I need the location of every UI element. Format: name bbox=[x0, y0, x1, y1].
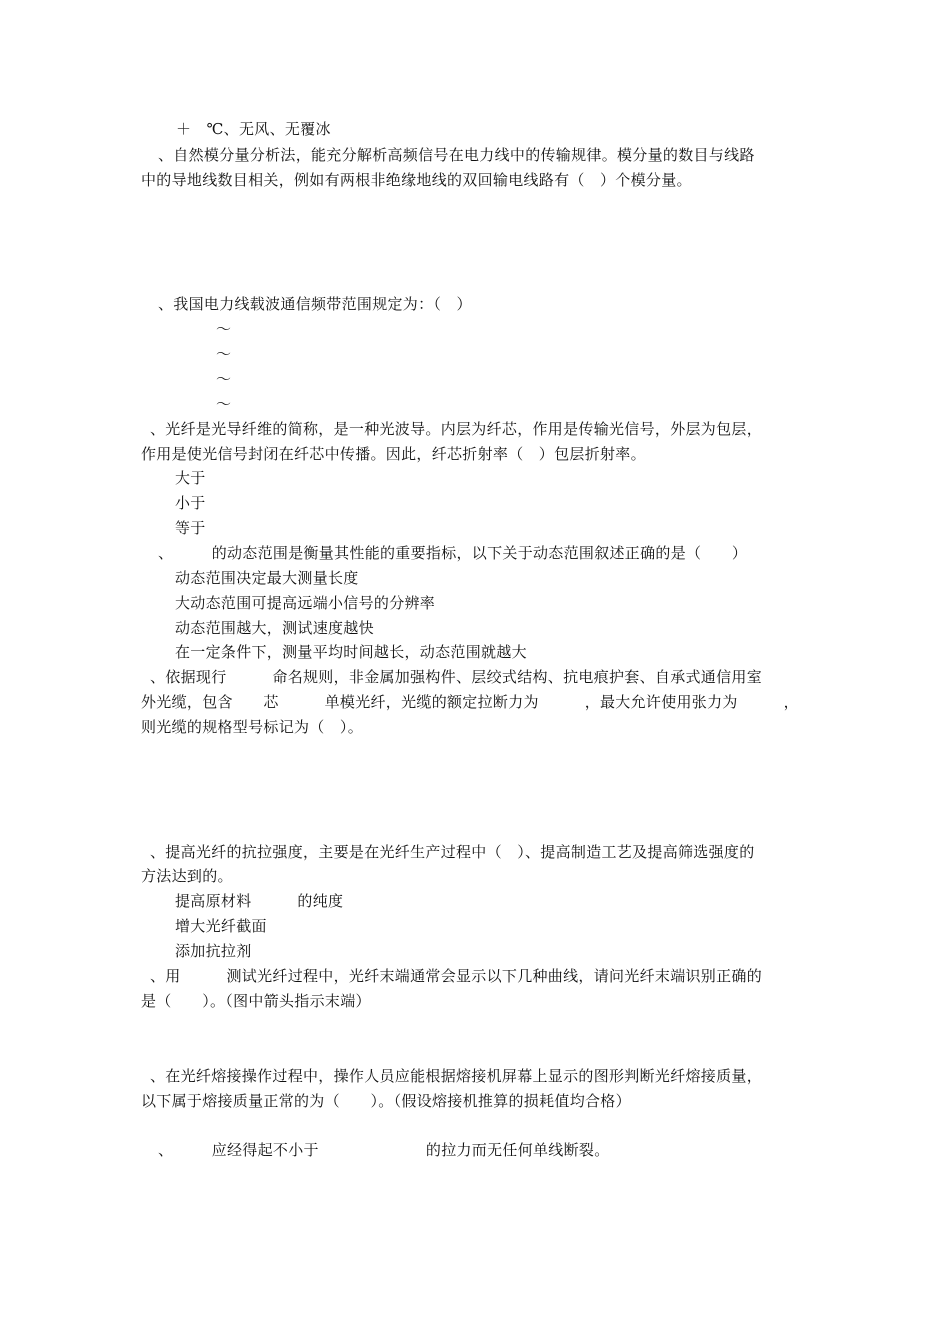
text-line: 、 的动态范围是衡量其性能的重要指标，以下关于动态范围叙述正确的是（ ） bbox=[158, 544, 748, 562]
text-line: ～ bbox=[216, 320, 232, 338]
text-line: 外光缆，包含 芯 单模光纤，光缆的额定拉断力为 ，最大允许使用张力为 ， bbox=[141, 693, 799, 711]
text-line: 增大光纤截面 bbox=[175, 917, 267, 935]
text-line: 、自然模分量分析法，能充分解析高频信号在电力线中的传输规律。模分量的数目与线路 bbox=[158, 146, 755, 164]
text-line: 则光缆的规格型号标记为（ ）。 bbox=[141, 718, 364, 736]
text-line: ＋ ℃、无风、无覆冰 bbox=[176, 120, 331, 138]
text-line: 大于 bbox=[175, 469, 206, 487]
text-line: 、我国电力线载波通信频带范围规定为：（ ） bbox=[158, 295, 472, 313]
text-line: ～ bbox=[216, 345, 232, 363]
text-line: 、用 测试光纤过程中，光纤末端通常会显示以下几种曲线，请问光纤末端识别正确的 bbox=[150, 967, 763, 985]
text-line: 添加抗拉剂 bbox=[175, 942, 252, 960]
text-line: 、 应经得起不小于 的拉力而无任何单线断裂。 bbox=[158, 1141, 610, 1159]
text-line: ～ bbox=[216, 370, 232, 388]
text-line: 动态范围越大，测试速度越快 bbox=[175, 619, 374, 637]
text-line: 方法达到的。 bbox=[141, 867, 233, 885]
text-line: 提高原材料 的纯度 bbox=[175, 892, 344, 910]
text-line: 、提高光纤的抗拉强度，主要是在光纤生产过程中（ ）、提高制造工艺及提高筛选强度的 bbox=[150, 843, 755, 861]
text-line: 等于 bbox=[175, 519, 206, 537]
text-line: 大动态范围可提高远端小信号的分辨率 bbox=[175, 594, 436, 612]
text-line: 小于 bbox=[175, 494, 206, 512]
text-line: 动态范围决定最大测量长度 bbox=[175, 569, 359, 587]
text-line: ～ bbox=[216, 395, 232, 413]
text-line: 在一定条件下，测量平均时间越长，动态范围就越大 bbox=[175, 643, 527, 661]
text-line: 以下属于熔接质量正常的为（ ）。（假设熔接机推算的损耗值均合格） bbox=[141, 1092, 631, 1110]
text-line: 、光纤是光导纤维的简称，是一种光波导。内层为纤芯，作用是传输光信号，外层为包层， bbox=[150, 420, 763, 438]
text-line: 、依据现行 命名规则，非金属加强构件、层绞式结构、抗电痕护套、自承式通信用室 bbox=[150, 668, 763, 686]
text-line: 中的导地线数目相关，例如有两根非绝缘地线的双回输电线路有（ ）个模分量。 bbox=[141, 171, 692, 189]
text-line: 作用是使光信号封闭在纤芯中传播。因此，纤芯折射率（ ）包层折射率。 bbox=[141, 445, 646, 463]
text-line: 是（ ）。（图中箭头指示末端） bbox=[141, 992, 371, 1010]
text-line: 、在光纤熔接操作过程中，操作人员应能根据熔接机屏幕上显示的图形判断光纤熔接质量， bbox=[150, 1067, 763, 1085]
